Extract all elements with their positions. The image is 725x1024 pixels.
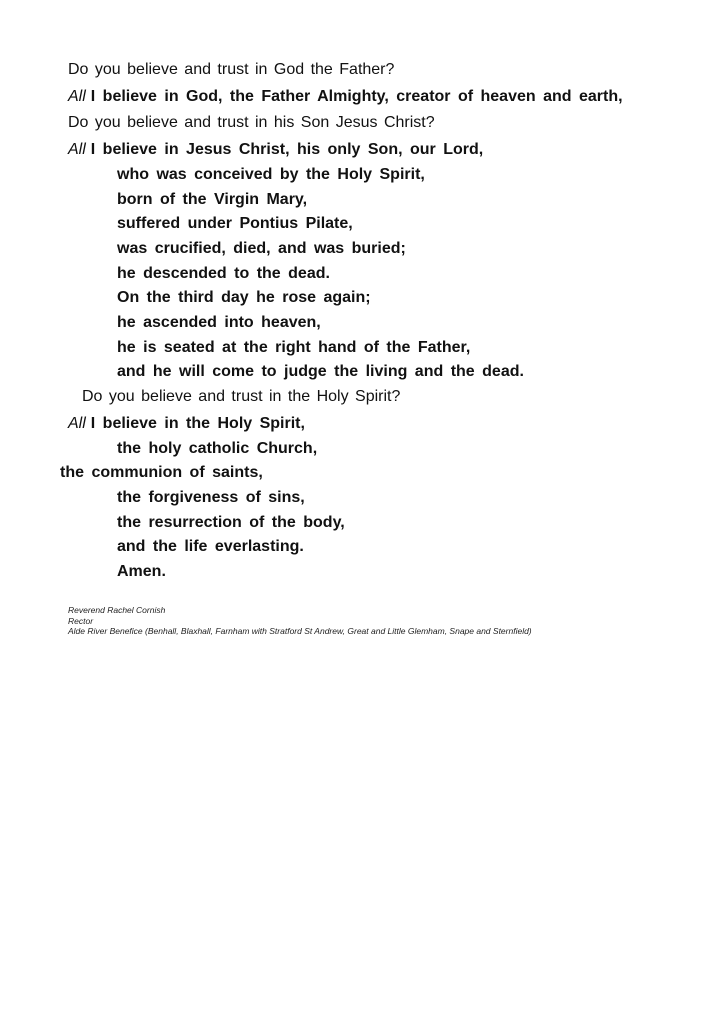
liturgy-line-question: Do you believe and trust in the Holy Spirit? [82, 388, 401, 406]
all-prefix: All [68, 87, 86, 105]
all-prefix: All [68, 414, 86, 432]
liturgy-line-creed: the resurrection of the body, [117, 513, 345, 531]
liturgy-line-creed: and he will come to judge the living and the dead. [117, 363, 524, 381]
response-text: I believe in Jesus Christ, his only Son, our Lord, [90, 141, 484, 159]
liturgy-line-creed: Amen. [117, 563, 166, 581]
liturgy-text-block [60, 58, 695, 637]
liturgy-line-creed: the communion of saints, [60, 464, 263, 482]
signature-benefice: Alde River Benefice (Benhall, Blaxhall, Farnham with Stratford St Andrew, Great and Little Glemham, Snape and Sternfield) [68, 626, 532, 637]
all-prefix: All [68, 141, 86, 159]
liturgy-line-creed: suffered under Pontius Pilate, [117, 215, 353, 233]
liturgy-line-response [68, 85, 695, 110]
liturgy-line-creed: who was conceived by the Holy Spirit, [117, 165, 425, 183]
signature-name: Reverend Rachel Cornish [68, 604, 166, 615]
liturgy-line-creed: he descended to the dead. [117, 264, 330, 282]
liturgy-line-creed: he is seated at the right hand of the Father, [117, 338, 471, 356]
liturgy-line-question: Do you believe and trust in God the Father? [68, 61, 395, 78]
liturgy-line-question: Do you believe and trust in his Son Jesus Christ? [68, 114, 435, 132]
liturgy-line-creed: and the life everlasting. [117, 538, 304, 556]
liturgy-line-creed: On the third day he rose again; [117, 289, 371, 307]
signature-title: Rector [68, 615, 94, 626]
liturgy-line-response [68, 138, 695, 163]
liturgy-line-creed: he ascended into heaven, [117, 314, 321, 332]
signature-block [68, 605, 695, 637]
liturgy-line-creed: born of the Virgin Mary, [117, 190, 308, 208]
liturgy-line-creed: was crucified, died, and was buried; [117, 239, 406, 257]
response-text: I believe in the Holy Spirit, [90, 414, 305, 432]
response-text: I believe in God, the Father Almighty, creator of heaven and earth, [90, 87, 623, 105]
liturgy-line-creed: the holy catholic Church, [117, 439, 318, 457]
liturgy-line-response [68, 412, 695, 437]
liturgy-line-creed: the forgiveness of sins, [117, 488, 305, 506]
